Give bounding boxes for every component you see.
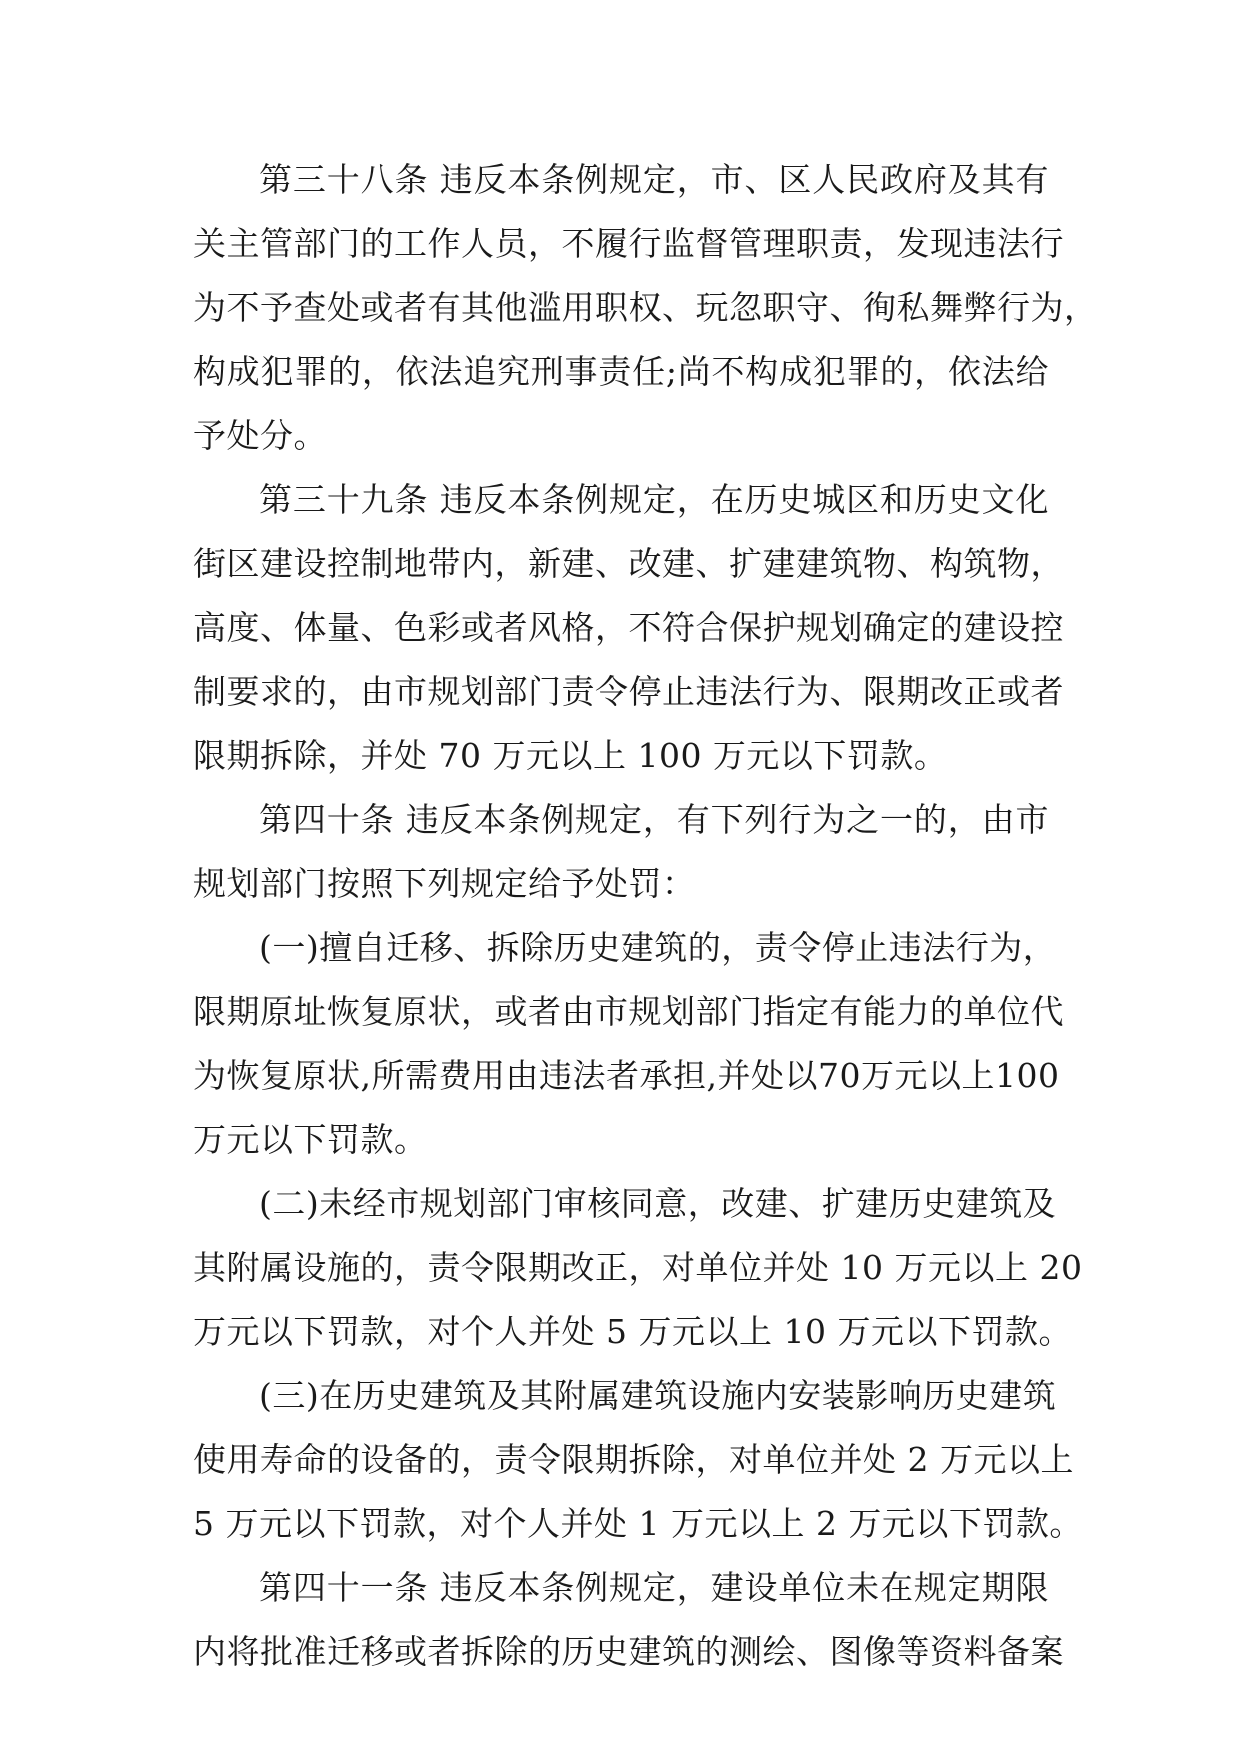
text-line: 关主管部门的工作人员，不履行监督管理职责，发现违法行	[193, 224, 1064, 263]
text-line: 制要求的，由市规划部门责令停止违法行为、限期改正或者	[193, 672, 1064, 711]
text-line: 高度、体量、色彩或者风格，不符合保护规划确定的建设控	[193, 608, 1064, 647]
text-line: 第三十九条 违反本条例规定，在历史城区和历史文化	[259, 480, 1049, 519]
text-line: 第四十条 违反本条例规定，有下列行为之一的，由市	[259, 800, 1049, 839]
text-line: 街区建设控制地带内，新建、改建、扩建建筑物、构筑物，	[193, 544, 1064, 583]
text-line: 为不予查处或者有其他滥用职权、玩忽职守、徇私舞弊行为，	[193, 288, 1098, 327]
regulation-text	[193, 148, 1098, 1684]
text-line: (二)未经市规划部门审核同意，改建、扩建历史建筑及	[259, 1184, 1057, 1223]
text-line: 限期拆除，并处 70 万元以上 100 万元以下罚款。	[193, 736, 948, 775]
text-line: 限期原址恢复原状，或者由市规划部门指定有能力的单位代	[193, 992, 1064, 1031]
text-line: (一)擅自迁移、拆除历史建筑的，责令停止违法行为，	[259, 928, 1057, 967]
text-line: 其附属设施的，责令限期改正，对单位并处 10 万元以上 20	[193, 1248, 1083, 1287]
text-line: 5 万元以下罚款，对个人并处 1 万元以上 2 万元以下罚款。	[193, 1504, 1083, 1543]
text-line: 予处分。	[193, 416, 327, 455]
text-line: 第四十一条 违反本条例规定，建设单位未在规定期限	[259, 1568, 1049, 1607]
text-line: 内将批准迁移或者拆除的历史建筑的测绘、图像等资料备案	[193, 1632, 1064, 1671]
text-line: 使用寿命的设备的，责令限期拆除，对单位并处 2 万元以上	[193, 1440, 1074, 1479]
text-line: 为恢复原状,所需费用由违法者承担,并处以70万元以上100	[193, 1056, 1060, 1095]
text-line: 构成犯罪的，依法追究刑事责任;尚不构成犯罪的，依法给	[193, 352, 1049, 391]
text-line: 规划部门按照下列规定给予处罚：	[193, 864, 696, 903]
text-line: (三)在历史建筑及其附属建筑设施内安装影响历史建筑	[259, 1376, 1057, 1415]
text-line: 第三十八条 违反本条例规定，市、区人民政府及其有	[259, 160, 1049, 199]
text-line: 万元以下罚款，对个人并处 5 万元以上 10 万元以下罚款。	[193, 1312, 1072, 1351]
text-line: 万元以下罚款。	[193, 1120, 428, 1159]
